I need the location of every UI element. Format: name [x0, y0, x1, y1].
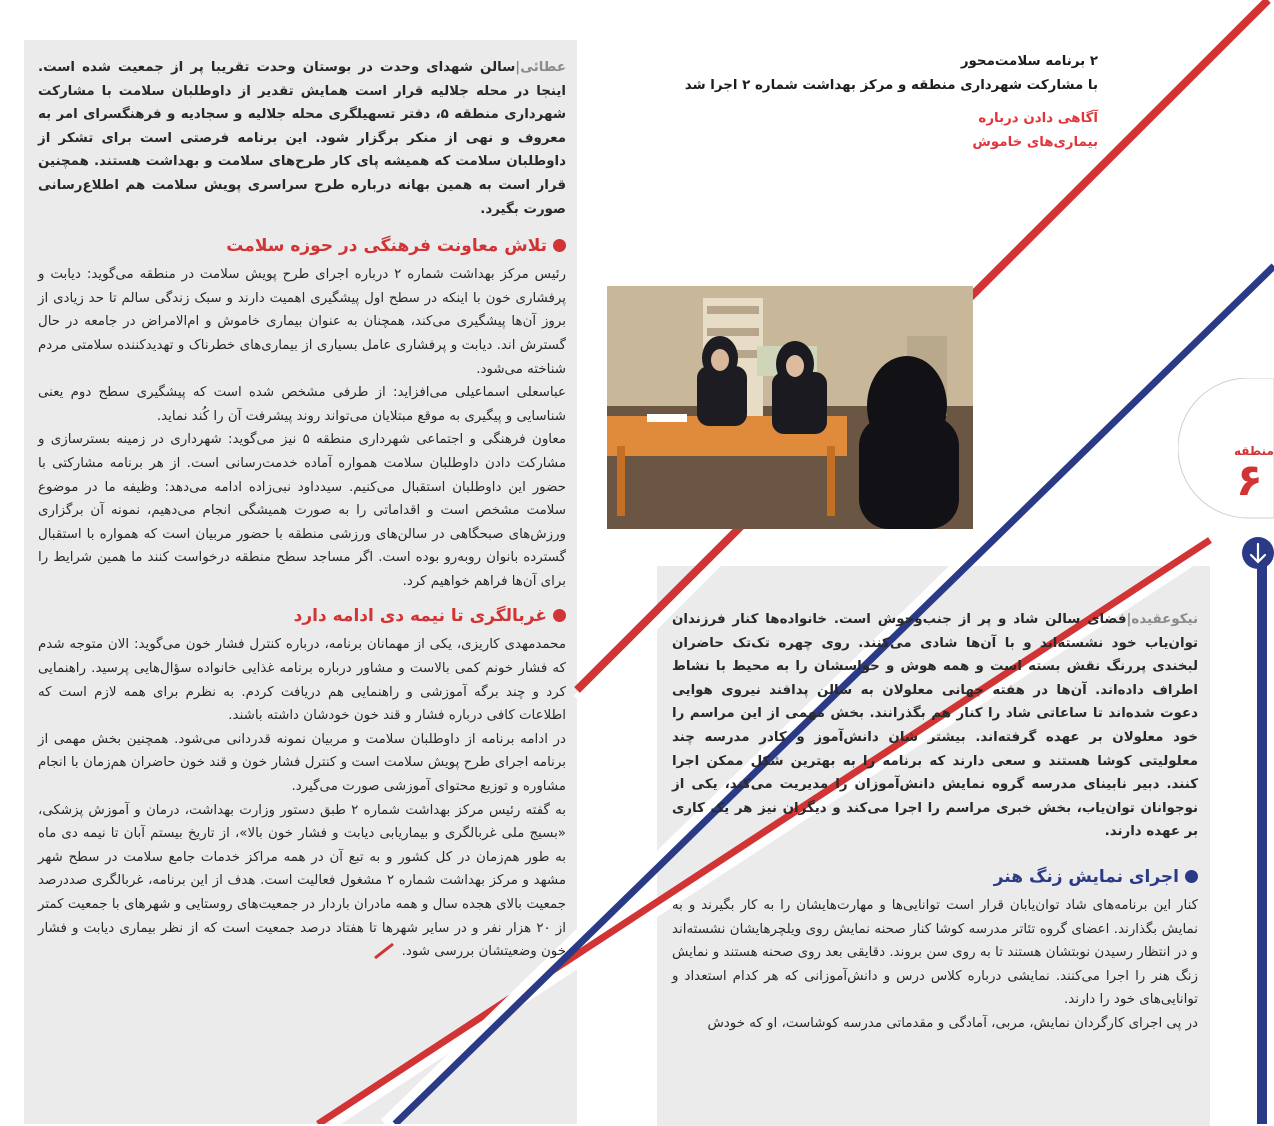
kicker-line-2: با مشارکت شهرداری منطقه و مرکز بهداشت شماره ۲ اجرا شد: [684, 77, 1098, 93]
section-tab-number: ۶: [1236, 455, 1263, 506]
article-header: [590, 50, 1098, 154]
right-column: [672, 608, 1198, 1036]
right-paragraph-2: کنار این برنامه‌های شاد توان‌یابان قرار است توانایی‌ها و مهارت‌هایشان را به کار بگیرند و به نمایش بگذارند. اعضای گروه تئاتر مدرسه کوشا کنار صحنه نمایش روی ویلچرهایشان نشسته‌اند و در انتظار رسیدن نوبتشان هستند تا به روی سن بروند. دقایقی بعد روی صحنه هستند و نمایش زنگ هنر را اجرا می‌کنند. نمایشی درباره کلاس درس و دانش‌آموزانی که هر کدام استعداد و توانایی‌های خود را دارند.: [672, 897, 1198, 1008]
left-byline: عطائی: [520, 60, 566, 75]
left-intro-text: سالن شهدای وحدت در بوستان وحدت تقریبا پر از جمعیت شده است. اینجا در محله جلالیه قرار است همایش تقدیر از داوطلبان سلامت با مشارکت شهرداری منطقه ۵، دفتر تسهیلگری محله جلالیه و سجادیه و فرهنگسرای امر به معروف و نهی از منکر برگزار شود. این برنامه فرصتی است برای تشکر از داوطلبان سلامت که همیشه پای کار طرح‌های سلامت و بهداشت هستند. همچنین قرار است به همین بهانه درباره طرح سراسری پویش سلامت هم اطلاع‌رسانی صورت بگیرد.: [38, 60, 566, 217]
bullet-dot-icon: [553, 239, 566, 252]
left-subhead-1: تلاش معاونت فرهنگی در حوزه سلامت: [38, 231, 566, 261]
left-paragraph-2: عباسعلی اسماعیلی می‌افزاید: از طرفی مشخص شده است که پیشگیری سطح دوم یعنی شناسایی و پیگیری به موقع مبتلایان می‌تواند روند پیشرفت آن را کُند نماید.: [38, 385, 566, 424]
article-photo: [607, 286, 973, 529]
left-subhead-2: غربالگری تا نیمه دی ادامه دارد: [38, 601, 566, 631]
right-subhead: اجرای نمایش زنگ هنر: [672, 862, 1198, 892]
kicker-line-1: ۲ برنامه سلامت‌محور: [960, 54, 1098, 69]
right-intro-paragraph: نیکوعقیده|فضای سالن شاد و پر از جنب‌وجوش است. خانواده‌ها کنار فرزندان توان‌یاب خود نشسته‌اند و با آن‌ها شادی می‌کنند. روی چهره تک‌تک حاضران لبخندی پررنگ نقش بسته است و همه هوش و حواسشان را به محیط با نشاط اطراف داده‌اند. آن‌ها در هفته جهانی معلولان به سالن پدافند نیروی هوایی دعوت شده‌اند تا ساعاتی شاد را کنار هم بگذرانند. بخش مهمی از این مراسم را خود معلولان بر عهده گرفته‌اند. بیشتر شان دانش‌آموز و کادر مدرسه چند معلولیتی کوشا هستند و سعی دارند که برنامه را به بهترین شکل ممکن اجرا کنند. دبیر نابینای مدرسه گروه نمایش دانش‌آموزان را مدیریت می‌کند، یکی از نوجوانان توان‌یاب، بخش خبری مراسم را اجرا می‌کند و دیگران نیز هر یک کاری بر عهده دارند.: [672, 612, 1198, 840]
headline-line-2: بیماری‌های خاموش: [972, 134, 1098, 150]
left-intro-paragraph: عطائی|سالن شهدای وحدت در بوستان وحدت تقریبا پر از جمعیت شده است. اینجا در محله جلالیه قرار است همایش تقدیر از داوطلبان سلامت با مشارکت شهرداری منطقه ۵، دفتر تسهیلگری محله جلالیه و سجادیه و فرهنگسرای امر به معروف و نهی از منکر برگزار شود. این برنامه فرصتی است برای تشکر از داوطلبان سلامت که همیشه پای کار طرح‌های سلامت و بهداشت هستند. همچنین قرار است به همین بهانه درباره طرح سراسری پویش سلامت هم اطلاع‌رسانی صورت بگیرد.: [38, 60, 566, 217]
end-mark-icon: [371, 942, 397, 960]
left-column: [38, 56, 566, 964]
right-paragraph-3: در پی اجرای کارگردان نمایش، مربی، آمادگی و مقدماتی مدرسه کوشاست، او که خودش: [707, 1015, 1198, 1031]
bullet-dot-icon: [553, 609, 566, 622]
right-byline: نیکوعقیده: [1131, 612, 1198, 627]
section-tab: [1178, 378, 1274, 598]
headline-line-1: آگاهی دادن درباره: [978, 111, 1098, 127]
left-paragraph-5: در ادامه برنامه از داوطلبان سلامت و مربیان نمونه قدردانی می‌شود. همچنین بخش مهمی از برنامه اجرای طرح پویش سلامت است و کنترل فشار خون و قند خون حاضران هم‌زمان با انجام مشاوره و توزیع محتوای آموزشی صورت می‌گیرد.: [38, 731, 566, 795]
left-paragraph-4: محمدمهدی کاریزی، یکی از مهمانان برنامه، درباره کنترل فشار خون می‌گوید: الان متوجه شدم که فشار خونم کمی بالاست و مشاور درباره برنامه غذایی خانواده سؤال‌هایی پرسید. راهنمایی کرد و چند برگه آموزشی و راهنمایی هم دریافت کردم. به نظرم برای همه لازم است که اطلاعات کافی درباره فشار و قند خون خودشان داشته باشند.: [38, 637, 566, 724]
left-paragraph-3: معاون فرهنگی و اجتماعی شهرداری منطقه ۵ نیز می‌گوید: شهرداری در زمینه بسترسازی و مشارکت دادن داوطلبان سلامت همواره آماده خدمت‌رسانی است. از هر برنامه مشارکتی با حضور این داوطلبان استقبال می‌کنیم. سیدداود نبی‌زاده ادامه می‌دهد: وظیفه ما در موضوع سلامت مشخص است و اقداماتی را به صورت همیشگی انجام می‌دهیم، نمونه آن برگزاری ورزش‌های صبحگاهی در سالن‌های ورزشی منطقه با حضور مربیان است که همواره با استقبال گسترده بانوان روبه‌رو بوده است. اگر مساجد سطح منطقه درخواست کنند ما همین شرایط را برای آن‌ها فراهم خواهیم کرد.: [38, 432, 566, 589]
left-paragraph-1: رئیس مرکز بهداشت شماره ۲ درباره اجرای طرح پویش سلامت در منطقه می‌گوید: دیابت و پرفشاری خون با اینکه در سطح اول پیشگیری اهمیت دارند و سبک زندگی سالم تا حد زیادی از بروز آن‌ها پیشگیری می‌کند، همچنان به عنوان بیماری خاموش و ام‌الامراض در جامعه در حال گسترش اند. دیابت و پرفشاری عامل بسیاری از بیماری‌های خطرناک و تهدیدکننده سلامتی مردم شناخته می‌شود.: [38, 267, 566, 377]
bullet-dot-icon: [1185, 870, 1198, 883]
section-tab-label: منطقه: [1234, 444, 1274, 458]
left-paragraph-6: به گفته رئیس مرکز بهداشت شماره ۲ طبق دستور وزارت بهداشت، درمان و آموزش پزشکی، «بسیج ملی غربالگری و بیماریابی دیابت و فشار خون بالا»، از تاریخ بیستم آبان تا نیمه دی ماه به طور هم‌زمان در کل کشور و به تبع آن در همه مراکز خدمات جامع سلامت در سطح شهر مشهد و مرکز بهداشت شماره ۲ مشغول فعالیت است. هدف از این برنامه، غربالگری صددرصد جمعیت بالای هجده سال و همه مادران باردار در جمعیت‌های روستایی و شهرهای با جمعیت کمتر از ۲۰ هزار نفر و در سایر شهرها تا هفتاد درصد جمعیت است که از نظر بیماری دیابت و فشار خون وضعیتشان بررسی شود.: [38, 802, 566, 960]
right-intro-text: فضای سالن شاد و پر از جنب‌وجوش است. خانواده‌ها کنار فرزندان توان‌یاب خود نشسته‌اند و با آن‌ها شادی می‌کنند. روی چهره تک‌تک حاضران لبخندی پررنگ نقش بسته است و همه هوش و حواسشان را به محیط با نشاط اطراف داده‌اند. آن‌ها در هفته جهانی معلولان به سالن پدافند نیروی هوایی دعوت شده‌اند تا ساعاتی شاد را کنار هم بگذرانند. بخش مهمی از این مراسم را خود معلولان بر عهده گرفته‌اند. بیشتر شان دانش‌آموز و کادر مدرسه چند معلولیتی کوشا هستند و سعی دارند که برنامه را به بهترین شکل ممکن اجرا کنند. دبیر نابینای مدرسه گروه نمایش دانش‌آموزان را مدیریت می‌کند، یکی از نوجوانان توان‌یاب، بخش خبری مراسم را اجرا می‌کند و دیگران نیز هر یک کاری بر عهده دارند.: [672, 612, 1198, 840]
